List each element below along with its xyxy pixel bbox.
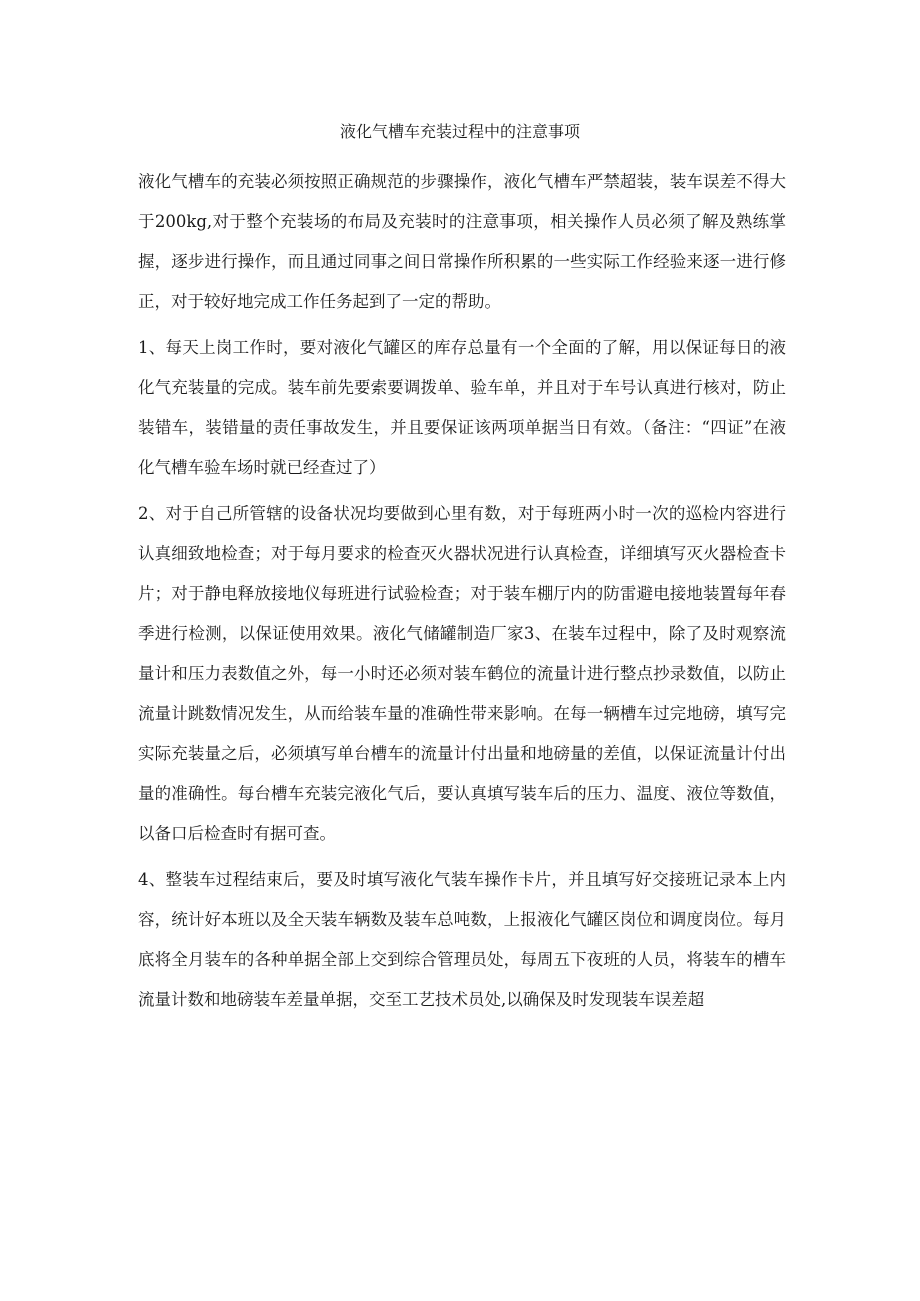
paragraph-item-4: 4、整装车过程结束后，要及时填写液化气装车操作卡片，并且填写好交接班记录本上内容，统计好本班以及全天装车辆数及装车总吨数，上报液化气罐区岗位和调度岗位。每月底将全月装车的各种单据全部上交到综合管理员处，每周五下夜班的人员，将装车的槽车流量计数和地磅装车差量单据，交至工艺技术员处,以确保及时发现装车误差超	[138, 870, 786, 1009]
document-body	[138, 162, 786, 1020]
document-title: 液化气槽车充装过程中的注意事项	[339, 122, 580, 141]
paragraph-item-1: 1、每天上岗工作时，要对液化气罐区的库存总量有一个全面的了解，用以保证每日的液化气充装量的完成。装车前先要索要调拨单、验车单，并且对于车号认真进行核对，防止装错车，装错量的责任事故发生，并且要保证该两项单据当日有效。（备注：“四证”在液化气槽车验车场时就已经查过了）	[138, 338, 786, 477]
paragraph-item-2-3: 2、对于自己所管辖的设备状况均要做到心里有数，对于每班两小时一次的巡检内容进行认真细致地检查；对于每月要求的检查灭火器状况进行认真检查，详细填写灭火器检查卡片；对于静电释放接地仪每班进行试验检查；对于装车棚厅内的防雷避电接地装置每年春季进行检测，以保证使用效果。液化气储罐制造厂家3、在装车过程中，除了及时观察流量计和压力表数值之外，每一小时还必须对装车鹤位的流量计进行整点抄录数值，以防止流量计跳数情况发生，从而给装车量的准确性带来影响。在每一辆槽车过完地磅，填写完实际充装量之后，必须填写单台槽车的流量计付出量和地磅量的差值，以保证流量计付出量的准确性。每台槽车充装完液化气后，要认真填写装车后的压力、温度、液位等数值，以备口后检查时有据可查。	[138, 504, 786, 843]
paragraph-intro: 液化气槽车的充装必须按照正确规范的步骤操作，液化气槽车严禁超装，装车误差不得大于200kg,对于整个充装场的布局及充装时的注意事项，相关操作人员必须了解及熟练掌握，逐步进行操作，而且通过同事之间日常操作所积累的一些实际工作经验来逐一进行修正，对于较好地完成工作任务起到了一定的帮助。	[138, 172, 786, 311]
